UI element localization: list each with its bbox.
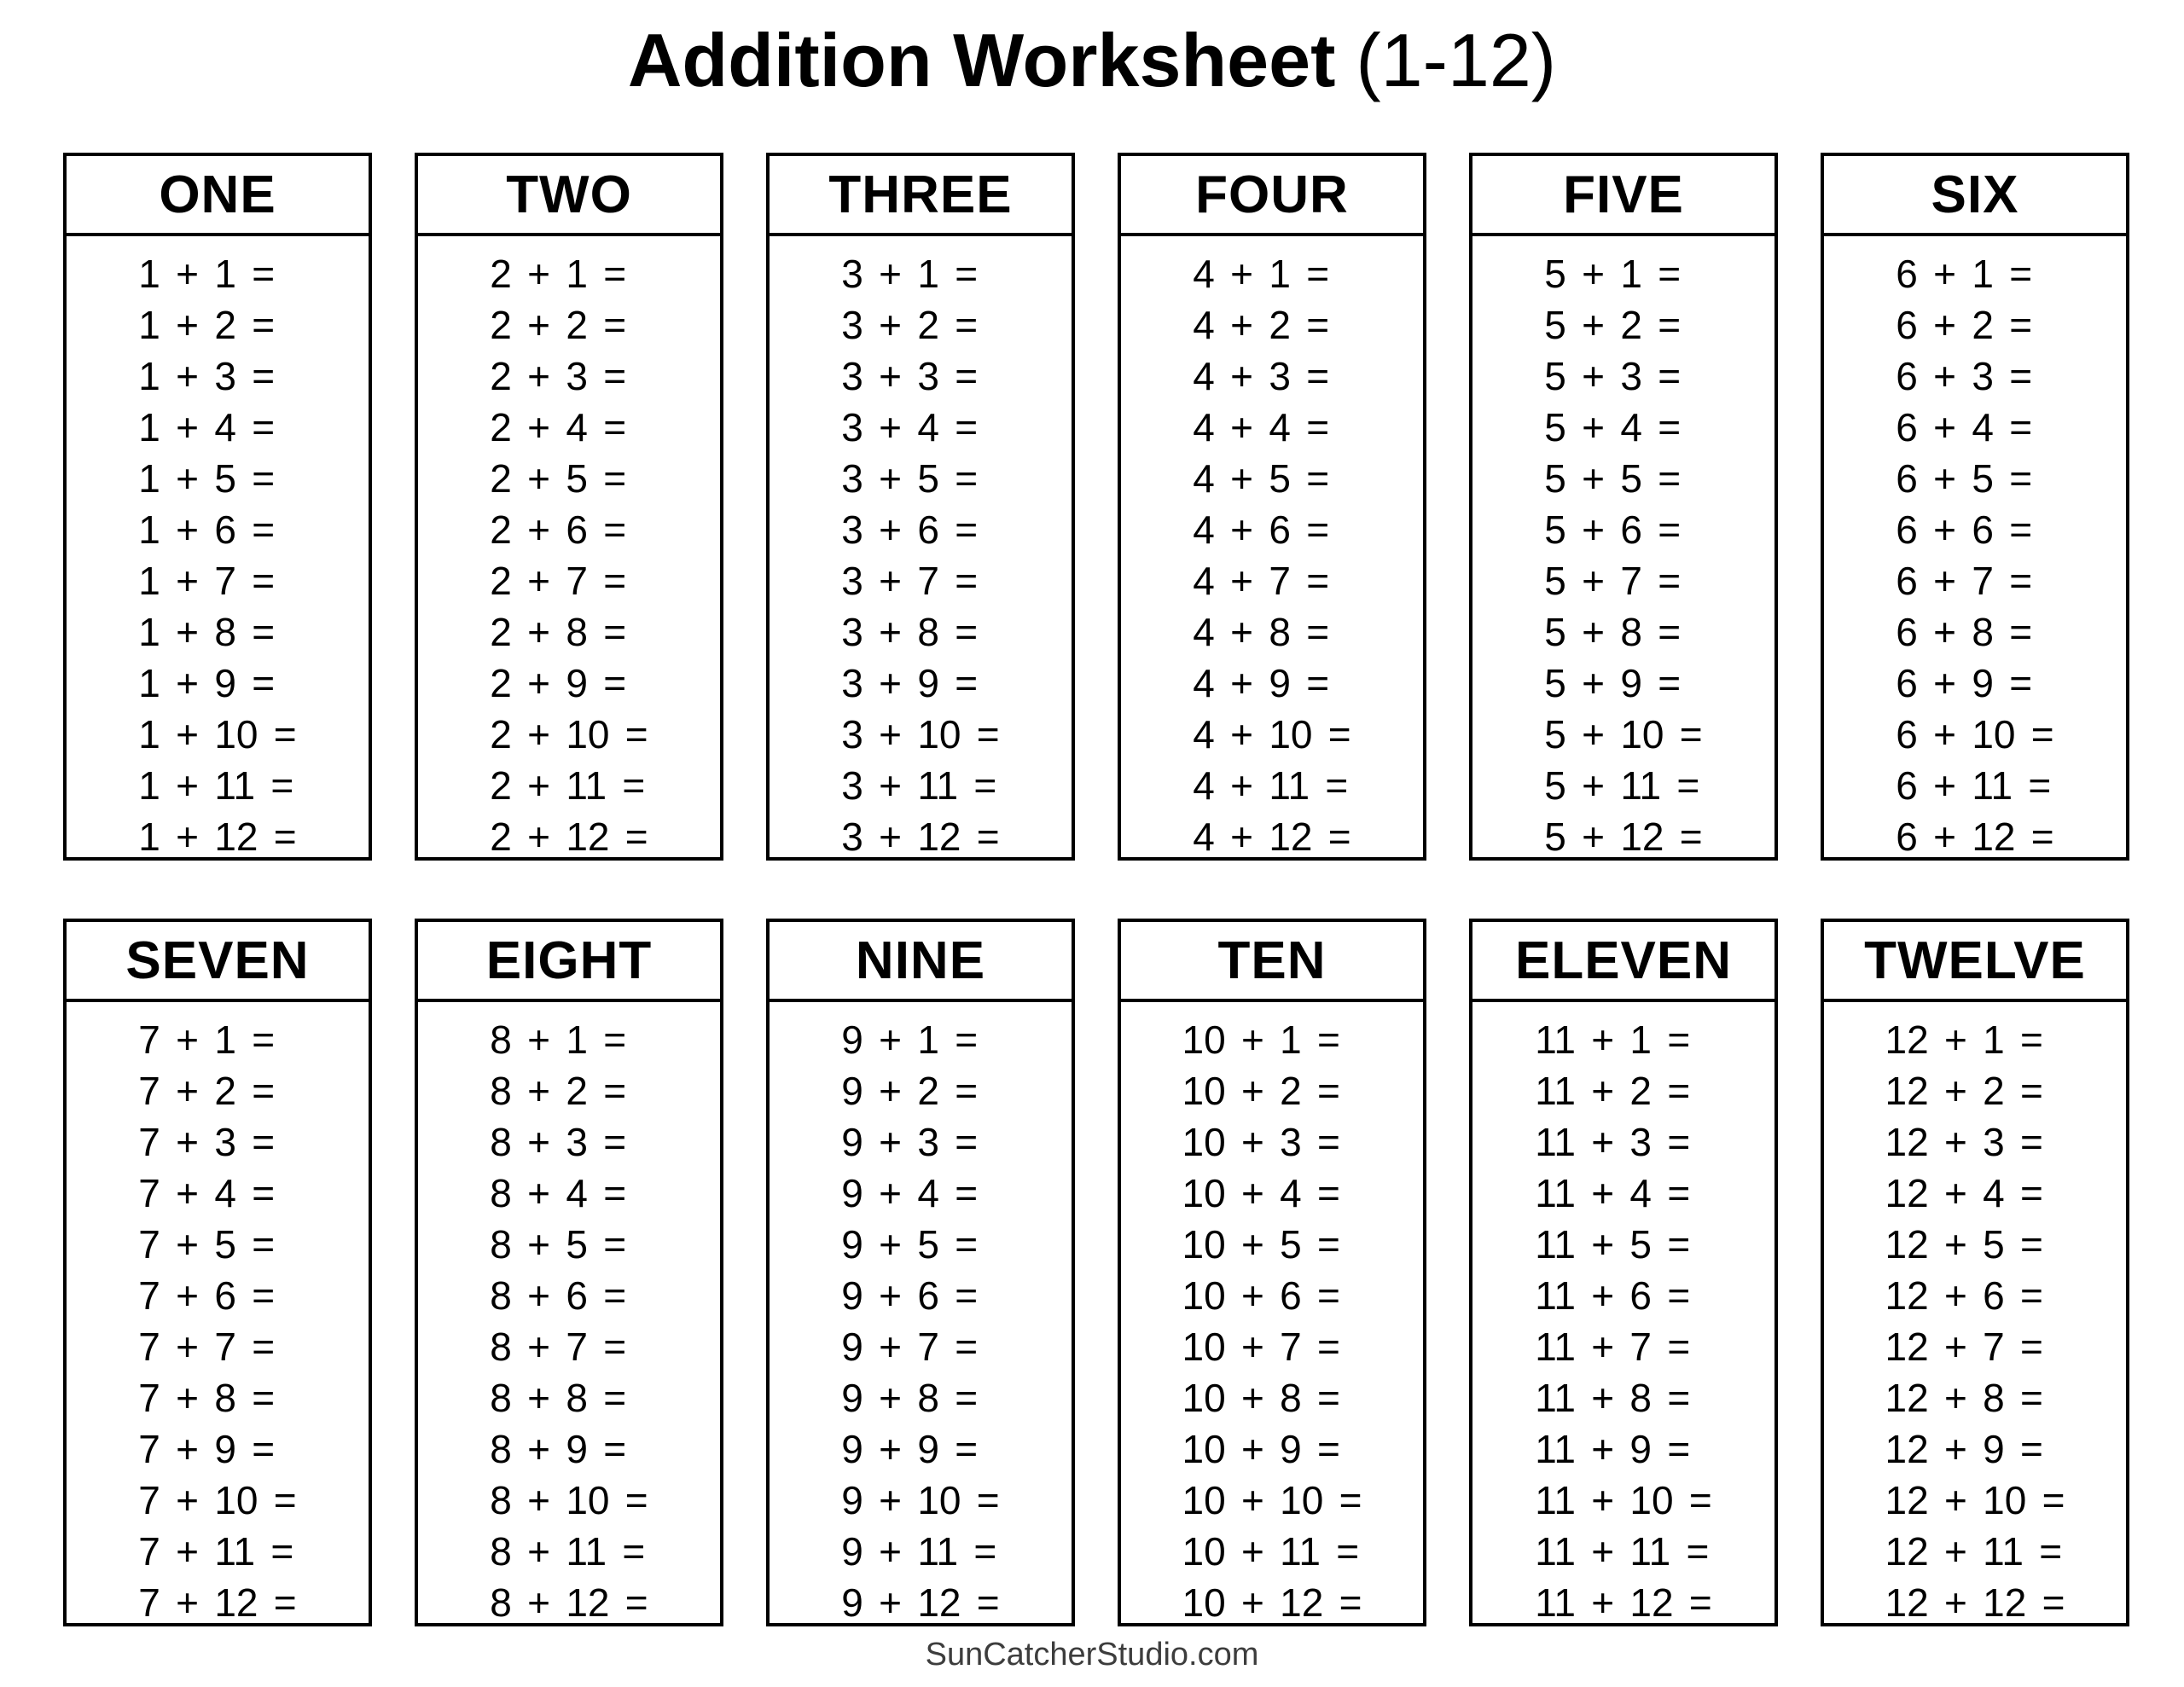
problem-row: 7 + 4 = xyxy=(138,1171,276,1216)
problem-row: 11 + 7 = xyxy=(1535,1325,1691,1370)
problem-list xyxy=(1896,248,2053,862)
problem-row: 12 + 10 = xyxy=(1885,1478,2065,1523)
problem-row: 8 + 7 = xyxy=(490,1325,627,1370)
title-suffix: (1-12) xyxy=(1356,18,1557,102)
problem-row: 8 + 11 = xyxy=(490,1529,646,1574)
problem-row: 6 + 6 = xyxy=(1896,507,2033,553)
problem-row: 7 + 11 = xyxy=(138,1529,294,1574)
box-title: EIGHT xyxy=(418,922,720,1002)
problem-row: 6 + 12 = xyxy=(1896,815,2054,860)
problem-row: 4 + 10 = xyxy=(1193,712,1351,757)
problem-row: 3 + 11 = xyxy=(841,763,997,809)
problem-row: 12 + 8 = xyxy=(1885,1376,2043,1421)
problem-row: 4 + 9 = xyxy=(1193,661,1330,706)
problem-row: 10 + 1 = xyxy=(1182,1017,1340,1063)
problem-row: 3 + 10 = xyxy=(841,712,1000,757)
problem-row: 5 + 5 = xyxy=(1544,456,1682,501)
problem-row: 11 + 12 = xyxy=(1535,1580,1712,1626)
problem-row: 11 + 8 = xyxy=(1535,1376,1691,1421)
problem-row: 11 + 5 = xyxy=(1535,1222,1691,1267)
problem-row: 11 + 4 = xyxy=(1535,1171,1691,1216)
problem-row: 7 + 5 = xyxy=(138,1222,276,1267)
problem-row: 4 + 5 = xyxy=(1193,456,1330,501)
problem-row: 8 + 8 = xyxy=(490,1376,627,1421)
problem-row: 6 + 7 = xyxy=(1896,559,2033,604)
problem-row: 2 + 3 = xyxy=(490,354,627,399)
problem-row: 11 + 11 = xyxy=(1535,1529,1710,1574)
problem-row: 5 + 8 = xyxy=(1544,610,1682,655)
problem-row: 7 + 3 = xyxy=(138,1120,276,1165)
problem-row: 8 + 1 = xyxy=(490,1017,627,1063)
problem-row: 12 + 4 = xyxy=(1885,1171,2043,1216)
problem-row: 1 + 2 = xyxy=(138,303,276,348)
box-body xyxy=(1121,1002,1423,1628)
addition-box xyxy=(415,153,723,861)
problem-row: 5 + 2 = xyxy=(1544,303,1682,348)
box-title: FIVE xyxy=(1472,156,1774,236)
problem-list xyxy=(1885,1014,2065,1628)
problem-row: 3 + 7 = xyxy=(841,559,979,604)
box-body xyxy=(418,1002,720,1628)
problem-row: 12 + 12 = xyxy=(1885,1580,2065,1626)
problem-row: 8 + 2 = xyxy=(490,1069,627,1114)
problem-row: 10 + 12 = xyxy=(1182,1580,1362,1626)
problem-row: 8 + 9 = xyxy=(490,1427,627,1472)
problem-row: 2 + 9 = xyxy=(490,661,627,706)
box-body xyxy=(770,236,1072,862)
problem-list xyxy=(490,248,648,862)
problem-row: 8 + 5 = xyxy=(490,1222,627,1267)
problem-list xyxy=(1193,248,1350,862)
problem-row: 2 + 12 = xyxy=(490,815,648,860)
problem-list xyxy=(490,1014,648,1628)
problem-row: 11 + 3 = xyxy=(1535,1120,1691,1165)
problem-list xyxy=(138,1014,296,1628)
addition-box xyxy=(1469,919,1778,1626)
problem-row: 2 + 5 = xyxy=(490,456,627,501)
problem-row: 8 + 3 = xyxy=(490,1120,627,1165)
problem-row: 7 + 2 = xyxy=(138,1069,276,1114)
problem-row: 6 + 4 = xyxy=(1896,405,2033,450)
problem-row: 10 + 7 = xyxy=(1182,1325,1340,1370)
problem-row: 1 + 5 = xyxy=(138,456,276,501)
box-body xyxy=(1472,236,1774,862)
problem-row: 10 + 6 = xyxy=(1182,1273,1340,1319)
problem-row: 1 + 7 = xyxy=(138,559,276,604)
addition-box xyxy=(1469,153,1778,861)
addition-box xyxy=(766,919,1075,1626)
problem-row: 1 + 12 = xyxy=(138,815,297,860)
box-body xyxy=(67,236,369,862)
problem-row: 4 + 2 = xyxy=(1193,303,1330,348)
addition-grid xyxy=(63,153,2184,1626)
problem-row: 6 + 5 = xyxy=(1896,456,2033,501)
problem-row: 1 + 4 = xyxy=(138,405,276,450)
problem-row: 9 + 6 = xyxy=(841,1273,979,1319)
problem-row: 5 + 4 = xyxy=(1544,405,1682,450)
problem-row: 10 + 4 = xyxy=(1182,1171,1340,1216)
box-title: NINE xyxy=(770,922,1072,1002)
problem-row: 9 + 8 = xyxy=(841,1376,979,1421)
problem-row: 4 + 6 = xyxy=(1193,507,1330,553)
problem-row: 1 + 8 = xyxy=(138,610,276,655)
problem-row: 9 + 7 = xyxy=(841,1325,979,1370)
box-title: SIX xyxy=(1824,156,2126,236)
problem-row: 5 + 3 = xyxy=(1544,354,1682,399)
problem-list xyxy=(1182,1014,1362,1628)
footer xyxy=(0,1637,2184,1673)
box-title: ELEVEN xyxy=(1472,922,1774,1002)
problem-row: 2 + 2 = xyxy=(490,303,627,348)
box-body xyxy=(1472,1002,1774,1628)
problem-row: 3 + 9 = xyxy=(841,661,979,706)
addition-box xyxy=(1118,919,1426,1626)
problem-row: 9 + 4 = xyxy=(841,1171,979,1216)
problem-row: 2 + 10 = xyxy=(490,712,648,757)
problem-row: 12 + 3 = xyxy=(1885,1120,2043,1165)
problem-row: 3 + 5 = xyxy=(841,456,979,501)
problem-row: 1 + 3 = xyxy=(138,354,276,399)
problem-row: 6 + 3 = xyxy=(1896,354,2033,399)
addition-box xyxy=(766,153,1075,861)
box-title: THREE xyxy=(770,156,1072,236)
problem-row: 9 + 1 = xyxy=(841,1017,979,1063)
problem-row: 12 + 11 = xyxy=(1885,1529,2063,1574)
problem-row: 5 + 11 = xyxy=(1544,763,1700,809)
problem-row: 12 + 6 = xyxy=(1885,1273,2043,1319)
problem-row: 4 + 11 = xyxy=(1193,763,1349,809)
problem-list xyxy=(1544,248,1702,862)
box-body xyxy=(418,236,720,862)
box-body xyxy=(770,1002,1072,1628)
problem-row: 5 + 1 = xyxy=(1544,252,1682,297)
problem-row: 10 + 8 = xyxy=(1182,1376,1340,1421)
problem-row: 7 + 8 = xyxy=(138,1376,276,1421)
problem-list xyxy=(138,248,296,862)
problem-row: 11 + 2 = xyxy=(1535,1069,1691,1114)
problem-row: 10 + 9 = xyxy=(1182,1427,1340,1472)
problem-row: 3 + 8 = xyxy=(841,610,979,655)
problem-row: 11 + 10 = xyxy=(1535,1478,1712,1523)
addition-box xyxy=(63,153,372,861)
problem-row: 8 + 12 = xyxy=(490,1580,648,1626)
problem-row: 6 + 8 = xyxy=(1896,610,2033,655)
problem-row: 9 + 12 = xyxy=(841,1580,1000,1626)
problem-row: 5 + 9 = xyxy=(1544,661,1682,706)
footer-credit: SunCatcherStudio.com xyxy=(925,1637,1259,1673)
problem-row: 9 + 2 = xyxy=(841,1069,979,1114)
box-body xyxy=(1824,1002,2126,1628)
problem-row: 5 + 10 = xyxy=(1544,712,1703,757)
problem-row: 7 + 9 = xyxy=(138,1427,276,1472)
problem-row: 3 + 4 = xyxy=(841,405,979,450)
problem-list xyxy=(841,248,999,862)
problem-row: 7 + 1 = xyxy=(138,1017,276,1063)
problem-row: 1 + 1 = xyxy=(138,252,276,297)
problem-list xyxy=(841,1014,999,1628)
box-title: FOUR xyxy=(1121,156,1423,236)
addition-box xyxy=(1821,919,2129,1626)
problem-row: 1 + 6 = xyxy=(138,507,276,553)
problem-row: 5 + 6 = xyxy=(1544,507,1682,553)
box-body xyxy=(1824,236,2126,862)
problem-row: 11 + 1 = xyxy=(1535,1017,1691,1063)
addition-box xyxy=(63,919,372,1626)
problem-row: 4 + 3 = xyxy=(1193,354,1330,399)
problem-row: 11 + 6 = xyxy=(1535,1273,1691,1319)
problem-row: 3 + 12 = xyxy=(841,815,1000,860)
addition-box xyxy=(1118,153,1426,861)
box-body xyxy=(67,1002,369,1628)
worksheet-title xyxy=(0,0,2184,103)
problem-row: 4 + 7 = xyxy=(1193,559,1330,604)
box-title: TEN xyxy=(1121,922,1423,1002)
problem-row: 7 + 6 = xyxy=(138,1273,276,1319)
addition-box xyxy=(415,919,723,1626)
problem-row: 10 + 3 = xyxy=(1182,1120,1340,1165)
problem-row: 10 + 2 = xyxy=(1182,1069,1340,1114)
box-title: TWO xyxy=(418,156,720,236)
problem-row: 3 + 3 = xyxy=(841,354,979,399)
problem-row: 6 + 2 = xyxy=(1896,303,2033,348)
problem-row: 7 + 7 = xyxy=(138,1325,276,1370)
problem-row: 7 + 10 = xyxy=(138,1478,297,1523)
problem-row: 12 + 7 = xyxy=(1885,1325,2043,1370)
problem-row: 3 + 2 = xyxy=(841,303,979,348)
problem-row: 11 + 9 = xyxy=(1535,1427,1691,1472)
problem-row: 6 + 1 = xyxy=(1896,252,2033,297)
problem-row: 8 + 10 = xyxy=(490,1478,648,1523)
problem-row: 4 + 1 = xyxy=(1193,252,1330,297)
problem-row: 2 + 8 = xyxy=(490,610,627,655)
box-title: SEVEN xyxy=(67,922,369,1002)
problem-row: 5 + 12 = xyxy=(1544,815,1703,860)
problem-row: 9 + 3 = xyxy=(841,1120,979,1165)
problem-row: 2 + 1 = xyxy=(490,252,627,297)
problem-row: 3 + 6 = xyxy=(841,507,979,553)
box-body xyxy=(1121,236,1423,862)
addition-box xyxy=(1821,153,2129,861)
problem-row: 2 + 4 = xyxy=(490,405,627,450)
problem-row: 9 + 10 = xyxy=(841,1478,1000,1523)
problem-row: 12 + 5 = xyxy=(1885,1222,2043,1267)
problem-row: 1 + 10 = xyxy=(138,712,297,757)
problem-row: 4 + 12 = xyxy=(1193,815,1351,860)
problem-row: 1 + 9 = xyxy=(138,661,276,706)
problem-row: 2 + 6 = xyxy=(490,507,627,553)
problem-row: 12 + 9 = xyxy=(1885,1427,2043,1472)
problem-row: 9 + 5 = xyxy=(841,1222,979,1267)
box-title: TWELVE xyxy=(1824,922,2126,1002)
problem-list xyxy=(1535,1014,1712,1628)
problem-row: 8 + 6 = xyxy=(490,1273,627,1319)
problem-row: 10 + 11 = xyxy=(1182,1529,1360,1574)
problem-row: 6 + 11 = xyxy=(1896,763,2052,809)
problem-row: 6 + 10 = xyxy=(1896,712,2054,757)
problem-row: 4 + 8 = xyxy=(1193,610,1330,655)
problem-row: 7 + 12 = xyxy=(138,1580,297,1626)
problem-row: 1 + 11 = xyxy=(138,763,294,809)
problem-row: 5 + 7 = xyxy=(1544,559,1682,604)
problem-row: 10 + 10 = xyxy=(1182,1478,1362,1523)
problem-row: 6 + 9 = xyxy=(1896,661,2033,706)
problem-row: 9 + 11 = xyxy=(841,1529,997,1574)
title-main: Addition Worksheet xyxy=(627,18,1336,102)
problem-row: 3 + 1 = xyxy=(841,252,979,297)
problem-row: 2 + 11 = xyxy=(490,763,646,809)
box-title: ONE xyxy=(67,156,369,236)
problem-row: 8 + 4 = xyxy=(490,1171,627,1216)
problem-row: 12 + 1 = xyxy=(1885,1017,2043,1063)
problem-row: 9 + 9 = xyxy=(841,1427,979,1472)
problem-row: 10 + 5 = xyxy=(1182,1222,1340,1267)
problem-row: 4 + 4 = xyxy=(1193,405,1330,450)
problem-row: 2 + 7 = xyxy=(490,559,627,604)
problem-row: 12 + 2 = xyxy=(1885,1069,2043,1114)
